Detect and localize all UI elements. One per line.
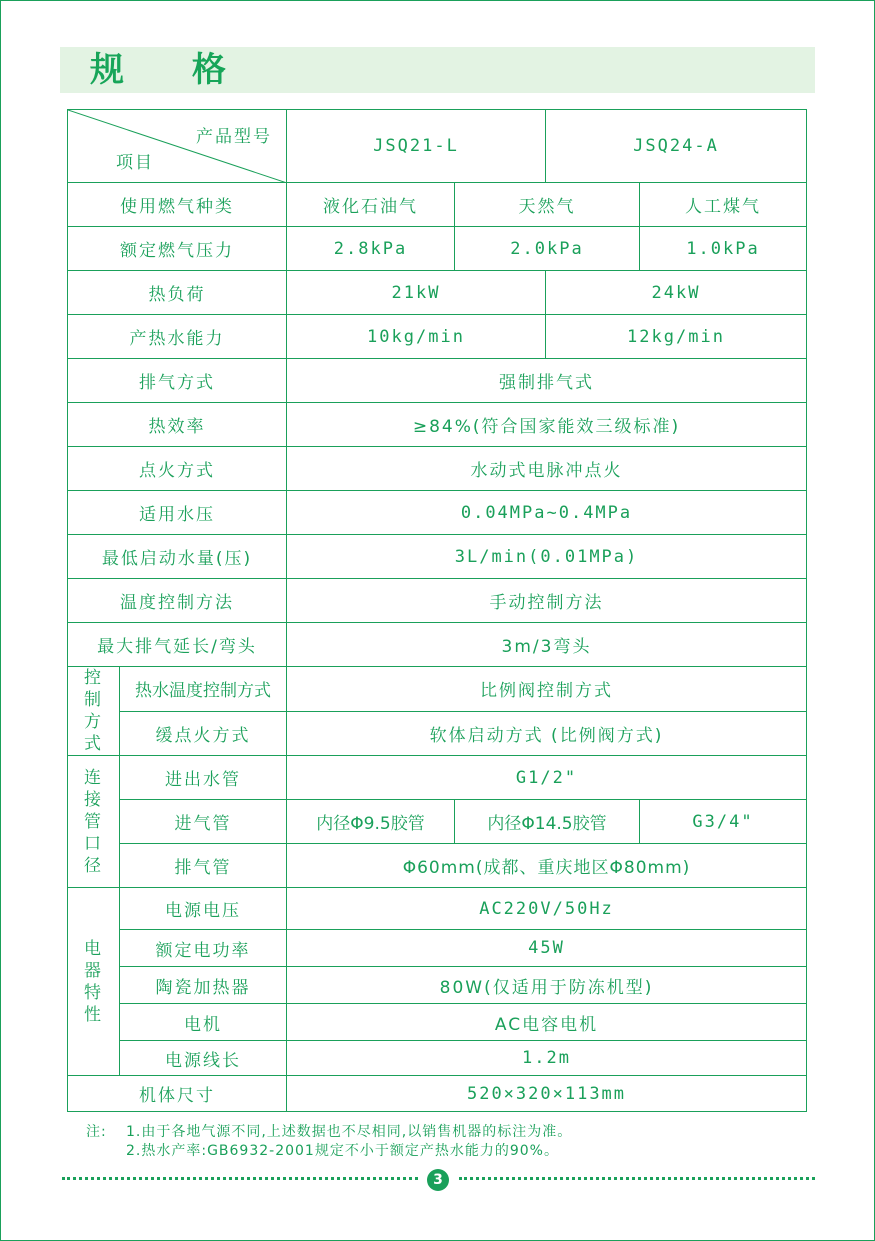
cell-value: AC220V/50Hz: [287, 888, 807, 930]
header-diagonal-cell: [68, 110, 287, 183]
cell-value: 天然气: [455, 183, 640, 227]
cell-value: ≥84%(符合国家能效三级标准): [287, 403, 807, 447]
row-label: 最大排气延长/弯头: [68, 623, 287, 667]
row-label: 排气管: [120, 844, 287, 888]
table-row: [68, 967, 807, 1004]
dotted-divider-right: [459, 1177, 815, 1184]
cell-value: 1.0kPa: [640, 227, 807, 271]
cell-value: 24kW: [546, 271, 807, 315]
notes-label: 注:: [86, 1124, 107, 1140]
table-row: [68, 535, 807, 579]
table-row: [68, 623, 807, 667]
table-row: [68, 271, 807, 315]
note-line-1: 注: 1.由于各地气源不同,上述数据也不尽相同,以销售机器的标注为准。: [86, 1124, 573, 1140]
row-label: 适用水压: [68, 491, 287, 535]
cell-value: 1.2m: [287, 1041, 807, 1076]
row-label: 额定电功率: [120, 930, 287, 967]
row-label: 缓点火方式: [120, 711, 287, 756]
cell-value: 520×320×113mm: [287, 1076, 807, 1112]
table-row: [68, 227, 807, 271]
dotted-divider-left: [62, 1177, 418, 1184]
cell-value: 2.0kPa: [455, 227, 640, 271]
group-label-control: 控 制 方 式: [68, 667, 120, 756]
table-row: [68, 1076, 807, 1112]
cell-value: 手动控制方法: [287, 579, 807, 623]
cell-value: 内径Φ9.5胶管: [287, 800, 455, 844]
model-jsq24-a: JSQ24-A: [546, 110, 807, 183]
table-row: [68, 447, 807, 491]
cell-value: AC电容电机: [287, 1004, 807, 1041]
cell-value: 21kW: [287, 271, 546, 315]
table-row: [68, 491, 807, 535]
table-header-row: [68, 110, 807, 183]
cell-value: G1/2": [287, 756, 807, 800]
cell-value: 内径Φ14.5胶管: [455, 800, 640, 844]
cell-value: 软体启动方式 (比例阀方式): [287, 711, 807, 756]
row-label: 使用燃气种类: [68, 183, 287, 227]
table-row: [68, 579, 807, 623]
cell-value: G3/4": [640, 800, 807, 844]
table-row: [68, 667, 807, 712]
row-label: 额定燃气压力: [68, 227, 287, 271]
cell-value: 3L/min(0.01MPa): [287, 535, 807, 579]
cell-value: Φ60mm(成都、重庆地区Φ80mm): [287, 844, 807, 888]
cell-value: 比例阀控制方式: [287, 667, 807, 712]
row-label: 电源线长: [120, 1041, 287, 1076]
table-row: [68, 888, 807, 930]
cell-value: 45W: [287, 930, 807, 967]
table-row: [68, 315, 807, 359]
cell-value: 3m/3弯头: [287, 623, 807, 667]
group-label-pipe: 连 接 管 口 径: [68, 756, 120, 888]
page-title: 规 格: [90, 50, 254, 90]
table-row: [68, 1041, 807, 1076]
row-label: 电源电压: [120, 888, 287, 930]
row-label: 热效率: [68, 403, 287, 447]
row-label: 温度控制方法: [68, 579, 287, 623]
row-label: 热水温度控制方式: [120, 667, 287, 712]
table-row: [68, 359, 807, 403]
table-row: [68, 756, 807, 800]
table-row: [68, 711, 807, 756]
row-label: 进出水管: [120, 756, 287, 800]
notes: [86, 1123, 572, 1161]
row-label: 进气管: [120, 800, 287, 844]
row-label: 陶瓷加热器: [120, 967, 287, 1004]
cell-value: 12kg/min: [546, 315, 807, 359]
row-label: 产热水能力: [68, 315, 287, 359]
table-row: [68, 844, 807, 888]
row-label: 点火方式: [68, 447, 287, 491]
group-label-electrical: 电 器 特 性: [68, 888, 120, 1076]
specification-table: [67, 109, 807, 1112]
model-label: 产品型号: [196, 127, 272, 147]
row-label: 电机: [120, 1004, 287, 1041]
table-row: [68, 183, 807, 227]
cell-value: 2.8kPa: [287, 227, 455, 271]
model-jsq21-l: JSQ21-L: [287, 110, 546, 183]
table-row: [68, 930, 807, 967]
row-label: 最低启动水量(压): [68, 535, 287, 579]
cell-value: 80W(仅适用于防冻机型): [287, 967, 807, 1004]
cell-value: 液化石油气: [287, 183, 455, 227]
row-label: 热负荷: [68, 271, 287, 315]
cell-value: 水动式电脉冲点火: [287, 447, 807, 491]
cell-value: 人工煤气: [640, 183, 807, 227]
row-label: 机体尺寸: [68, 1076, 287, 1112]
cell-value: 0.04MPa~0.4MPa: [287, 491, 807, 535]
cell-value: 强制排气式: [287, 359, 807, 403]
table-row: [68, 800, 807, 844]
note-line-2: 2.热水产率:GB6932-2001规定不小于额定产热水能力的90%。: [126, 1143, 559, 1159]
page-number-badge: 3: [427, 1169, 449, 1191]
table-row: [68, 403, 807, 447]
cell-value: 10kg/min: [287, 315, 546, 359]
row-label: 排气方式: [68, 359, 287, 403]
table-row: [68, 1004, 807, 1041]
title-bar: [60, 47, 815, 93]
item-label: 项目: [116, 153, 154, 173]
